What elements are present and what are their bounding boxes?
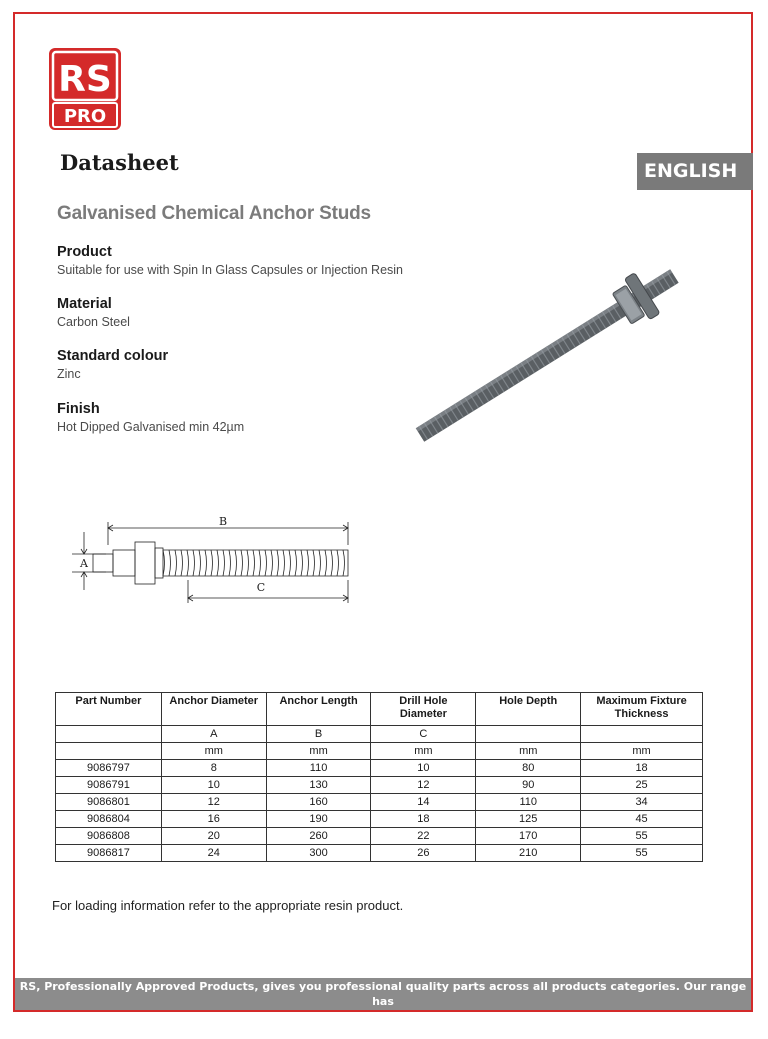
table-cell — [56, 743, 162, 760]
rs-pro-logo — [49, 48, 121, 130]
table-cell: 9086817 — [56, 845, 162, 862]
product-title: Galvanised Chemical Anchor Studs — [57, 203, 371, 224]
table-cell: 34 — [581, 794, 703, 811]
table-cell: 18 — [581, 760, 703, 777]
table-cell: 8 — [161, 760, 266, 777]
table-cell: 16 — [161, 811, 266, 828]
spec-colour — [57, 348, 168, 381]
spec-finish — [57, 401, 244, 434]
table-cell: mm — [476, 743, 581, 760]
col-header: Part Number — [56, 693, 162, 726]
dimension-diagram — [60, 510, 360, 610]
table-cell: 300 — [266, 845, 371, 862]
loading-note: For loading information refer to the appropriate resin product. — [52, 898, 404, 913]
logo-bottom-text: PRO — [63, 106, 107, 127]
spec-material — [57, 296, 130, 329]
table-cell: 210 — [476, 845, 581, 862]
col-header: Hole Depth — [476, 693, 581, 726]
table-cell: 12 — [161, 794, 266, 811]
table-cell: 125 — [476, 811, 581, 828]
spec-label: Finish — [57, 401, 100, 417]
spec-label: Material — [57, 296, 112, 312]
table-cell: 26 — [371, 845, 476, 862]
table-cell: 9086804 — [56, 811, 162, 828]
table-cell: 110 — [266, 760, 371, 777]
parts-table — [55, 692, 703, 862]
col-header: Maximum Fixture Thickness — [581, 693, 703, 726]
table-cell: 45 — [581, 811, 703, 828]
table-cell: 80 — [476, 760, 581, 777]
footer-banner — [15, 978, 751, 1038]
table-cell: 9086808 — [56, 828, 162, 845]
table-cell — [56, 726, 162, 743]
table-cell: mm — [161, 743, 266, 760]
table-cell: 190 — [266, 811, 371, 828]
table-header-row — [56, 693, 703, 726]
footer-line: been testified by engineers as giving comparable quality to that of the leading brands without paying a premium price. — [30, 1010, 736, 1038]
table-cell: 55 — [581, 828, 703, 845]
diagram-label-a: A — [80, 557, 88, 570]
table-row — [56, 760, 703, 777]
table-cell: 10 — [371, 760, 476, 777]
spec-label: Standard colour — [57, 348, 169, 364]
spec-value: Carbon Steel — [57, 315, 130, 329]
table-cell: B — [266, 726, 371, 743]
table-cell: 25 — [581, 777, 703, 794]
table-cell: 20 — [161, 828, 266, 845]
table-cell: 24 — [161, 845, 266, 862]
table-cell: 9086801 — [56, 794, 162, 811]
col-header: Anchor Length — [266, 693, 371, 726]
table-cell: 55 — [581, 845, 703, 862]
table-cell: 160 — [266, 794, 371, 811]
spec-label: Product — [57, 244, 112, 260]
table-cell: 18 — [371, 811, 476, 828]
product-photo — [405, 230, 725, 450]
table-cell: A — [161, 726, 266, 743]
spec-value: Suitable for use with Spin In Glass Capsules or Injection Resin — [57, 263, 404, 277]
table-cell: mm — [371, 743, 476, 760]
language-badge: ENGLISH — [637, 153, 753, 190]
col-header: Anchor Diameter — [161, 693, 266, 726]
table-row — [56, 828, 703, 845]
table-row — [56, 794, 703, 811]
diagram-label-c: C — [256, 581, 266, 594]
footer-line: RS, Professionally Approved Products, gives you professional quality parts across all products categories. Our range has — [19, 980, 747, 1008]
table-cell — [476, 726, 581, 743]
table-row — [56, 845, 703, 862]
table-cell: 260 — [266, 828, 371, 845]
spec-value: Hot Dipped Galvanised min 42µm — [57, 420, 245, 434]
table-cell: mm — [266, 743, 371, 760]
table-cell: mm — [581, 743, 703, 760]
table-cell: C — [371, 726, 476, 743]
table-cell: 12 — [371, 777, 476, 794]
table-cell: 90 — [476, 777, 581, 794]
table-cell: 110 — [476, 794, 581, 811]
logo-top-text: RS — [58, 59, 112, 100]
table-cell: 14 — [371, 794, 476, 811]
table-cell: 130 — [266, 777, 371, 794]
spec-value: Zinc — [57, 367, 81, 381]
table-cell: 170 — [476, 828, 581, 845]
table-row — [56, 811, 703, 828]
table-unit-row — [56, 743, 703, 760]
table-cell — [581, 726, 703, 743]
table-letter-row — [56, 726, 703, 743]
table-cell: 9086791 — [56, 777, 162, 794]
table-cell: 9086797 — [56, 760, 162, 777]
spec-product — [57, 244, 403, 277]
table-cell: 22 — [371, 828, 476, 845]
col-header: Drill Hole Diameter — [371, 693, 476, 726]
table-cell: 10 — [161, 777, 266, 794]
diagram-label-b: B — [218, 515, 228, 528]
table-row — [56, 777, 703, 794]
doc-title: Datasheet — [60, 150, 179, 175]
